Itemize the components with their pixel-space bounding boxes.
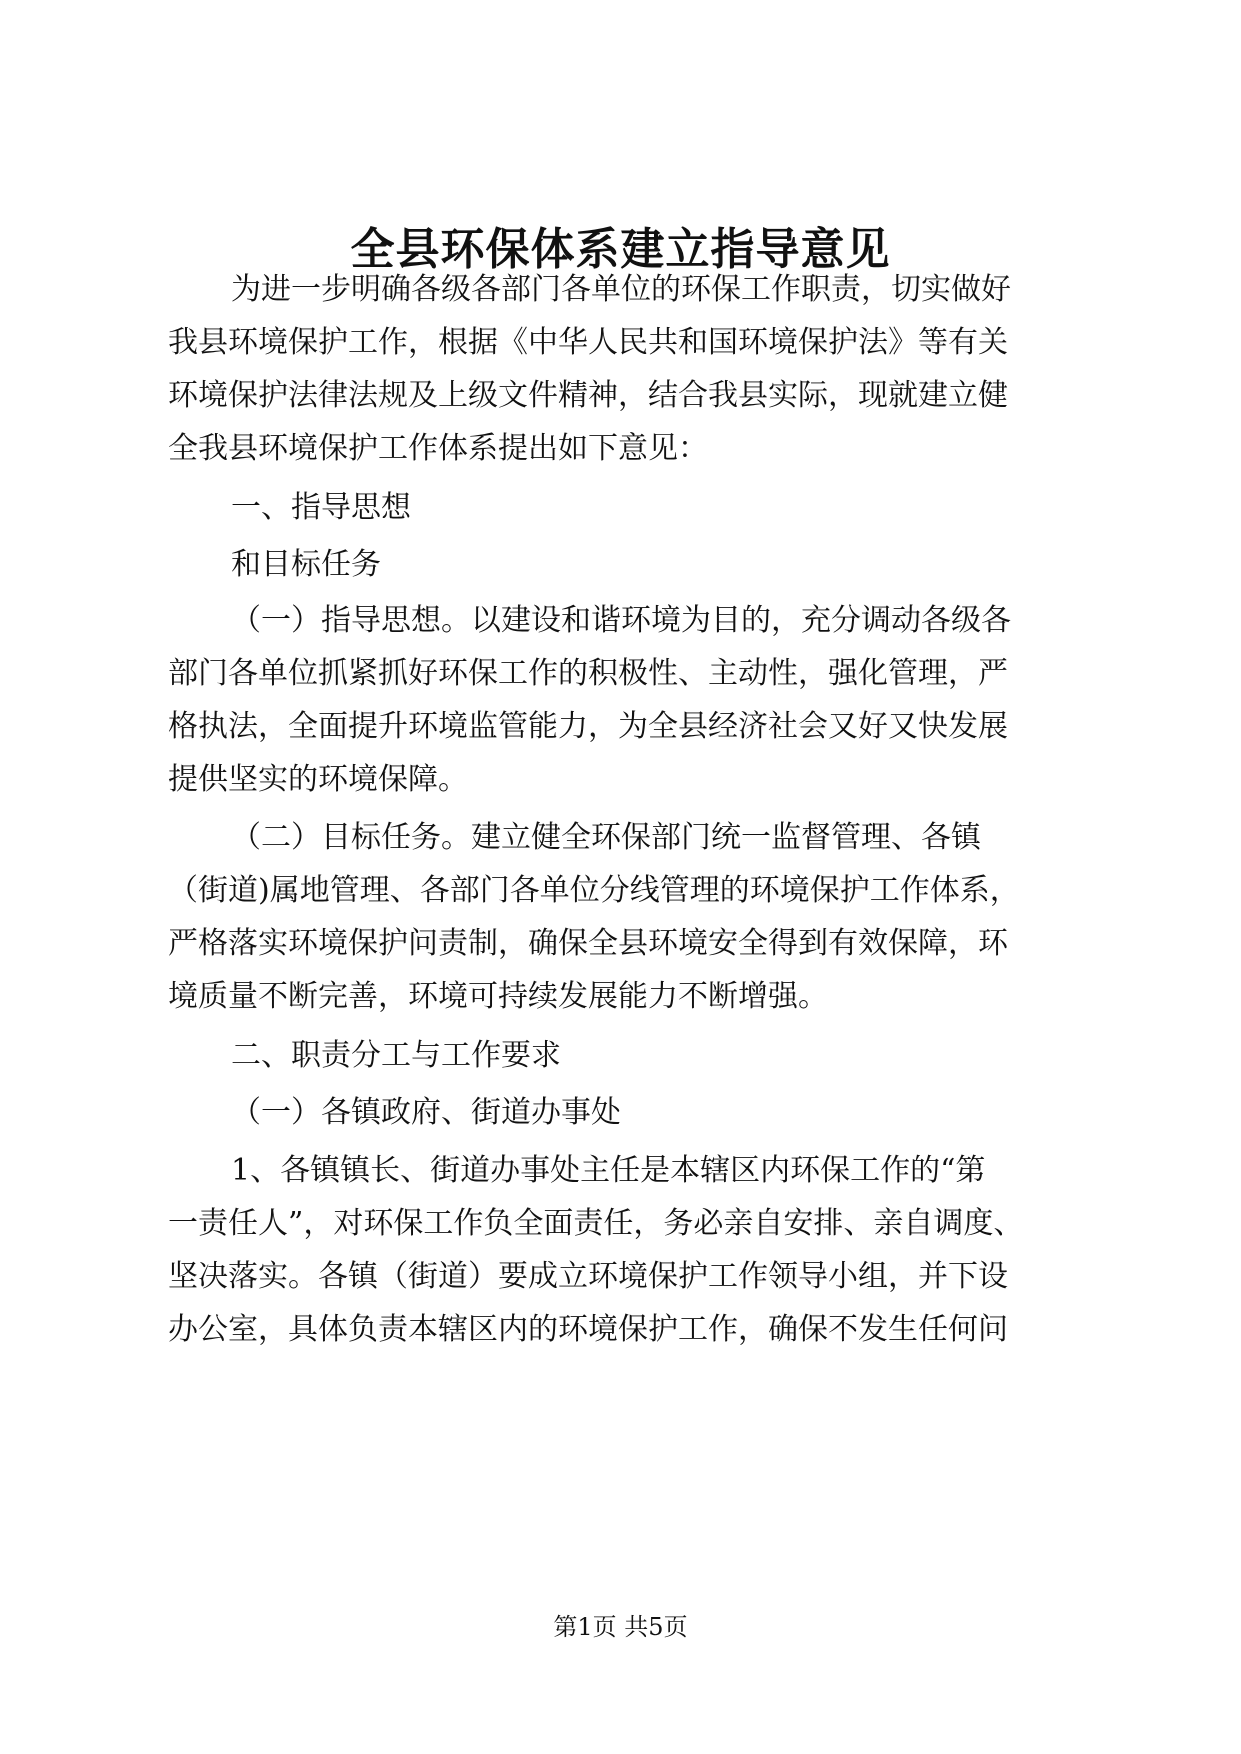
section-heading: 和目标任务 — [231, 547, 381, 582]
paragraph-line: 一责任人”，对环保工作负全面责任，务必亲自安排、亲自调度、 — [168, 1206, 1024, 1241]
paragraph-line: （二）目标任务。建立健全环保部门统一监督管理、各镇 — [231, 820, 981, 855]
paragraph-line: 办公室，具体负责本辖区内的环境保护工作，确保不发生任何问 — [168, 1312, 1008, 1347]
paragraph-line: 格执法，全面提升环境监管能力，为全县经济社会又好又快发展 — [168, 709, 1008, 744]
paragraph-line: （一）指导思想。以建设和谐环境为目的，充分调动各级各 — [231, 603, 1011, 638]
document-title: 全县环保体系建立指导意见 — [350, 224, 891, 275]
paragraph-line: 严格落实环境保护问责制，确保全县环境安全得到有效保障，环 — [168, 926, 1008, 961]
paragraph-line: 境质量不断完善，环境可持续发展能力不断增强。 — [168, 979, 828, 1014]
paragraph-line: （街道)属地管理、各部门各单位分线管理的环境保护工作体系， — [168, 873, 1020, 908]
paragraph-line: 全我县环境保护工作体系提出如下意见： — [168, 431, 708, 466]
paragraph-line: 坚决落实。各镇（街道）要成立环境保护工作领导小组，并下设 — [168, 1259, 1008, 1294]
paragraph-line: 部门各单位抓紧抓好环保工作的积极性、主动性，强化管理，严 — [168, 656, 1008, 691]
paragraph-line: 1、各镇镇长、街道办事处主任是本辖区内环保工作的“第 — [231, 1153, 986, 1188]
paragraph-line: 提供坚实的环境保障。 — [168, 762, 468, 797]
subsection-heading: （一）各镇政府、街道办事处 — [231, 1095, 621, 1130]
paragraph-line: 我县环境保护工作，根据《中华人民共和国环境保护法》等有关 — [168, 325, 1008, 360]
section-heading: 一、指导思想 — [231, 490, 411, 525]
section-heading: 二、职责分工与工作要求 — [231, 1038, 561, 1073]
page-number: 第1页 共5页 — [553, 1613, 688, 1641]
paragraph-line: 环境保护法律法规及上级文件精神，结合我县实际，现就建立健 — [168, 378, 1008, 413]
paragraph-line: 为进一步明确各级各部门各单位的环保工作职责，切实做好 — [231, 272, 1011, 307]
